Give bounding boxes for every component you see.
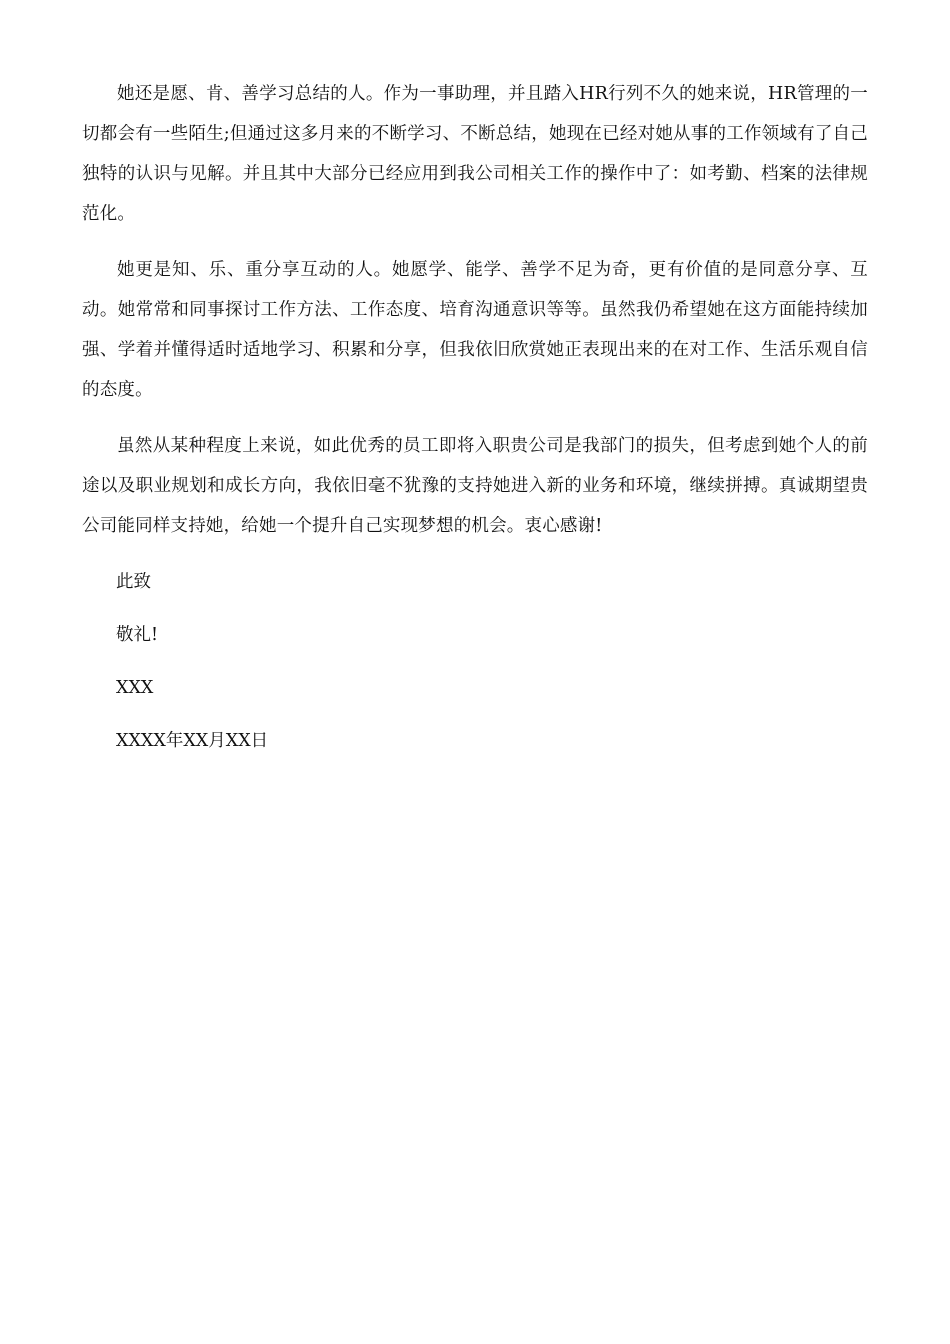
paragraph-sharing: 她更是知、乐、重分享互动的人。她愿学、能学、善学不足为奇，更有价值的是同意分享、互动。她常常和同事探讨工作方法、工作态度、培育沟通意识等等。虽然我仍希望她在这方面能持续加强、学着并懂得适时适地学习、积累和分享，但我依旧欣赏她正表现出来的在对工作、生活乐观自信的态度。 [82,260,868,400]
closing-signature: XXX [116,678,154,698]
paragraph-learning: 她还是愿、肯、善学习总结的人。作为一事助理，并且踏入HR行列不久的她来说，HR管理的一切都会有一些陌生;但通过这多月来的不断学习、不断总结，她现在已经对她从事的工作领域有了自己独特的认识与见解。并且其中大部分已经应用到我公司相关工作的操作中了：如考勤、档案的法律规范化。 [82,84,868,224]
letter-closing [82,562,868,774]
paragraph-recommendation: 虽然从某种程度上来说，如此优秀的员工即将入职贵公司是我部门的损失，但考虑到她个人的前途以及职业规划和成长方向，我依旧毫不犹豫的支持她进入新的业务和环境，继续拼搏。真诚期望贵公司能同样支持她，给她一个提升自己实现梦想的机会。衷心感谢! [82,436,868,536]
letter-body [82,74,868,774]
closing-date: XXXX年XX月XX日 [116,731,269,751]
closing-salutation: 此致 [116,572,151,592]
closing-regards: 敬礼! [116,625,159,645]
